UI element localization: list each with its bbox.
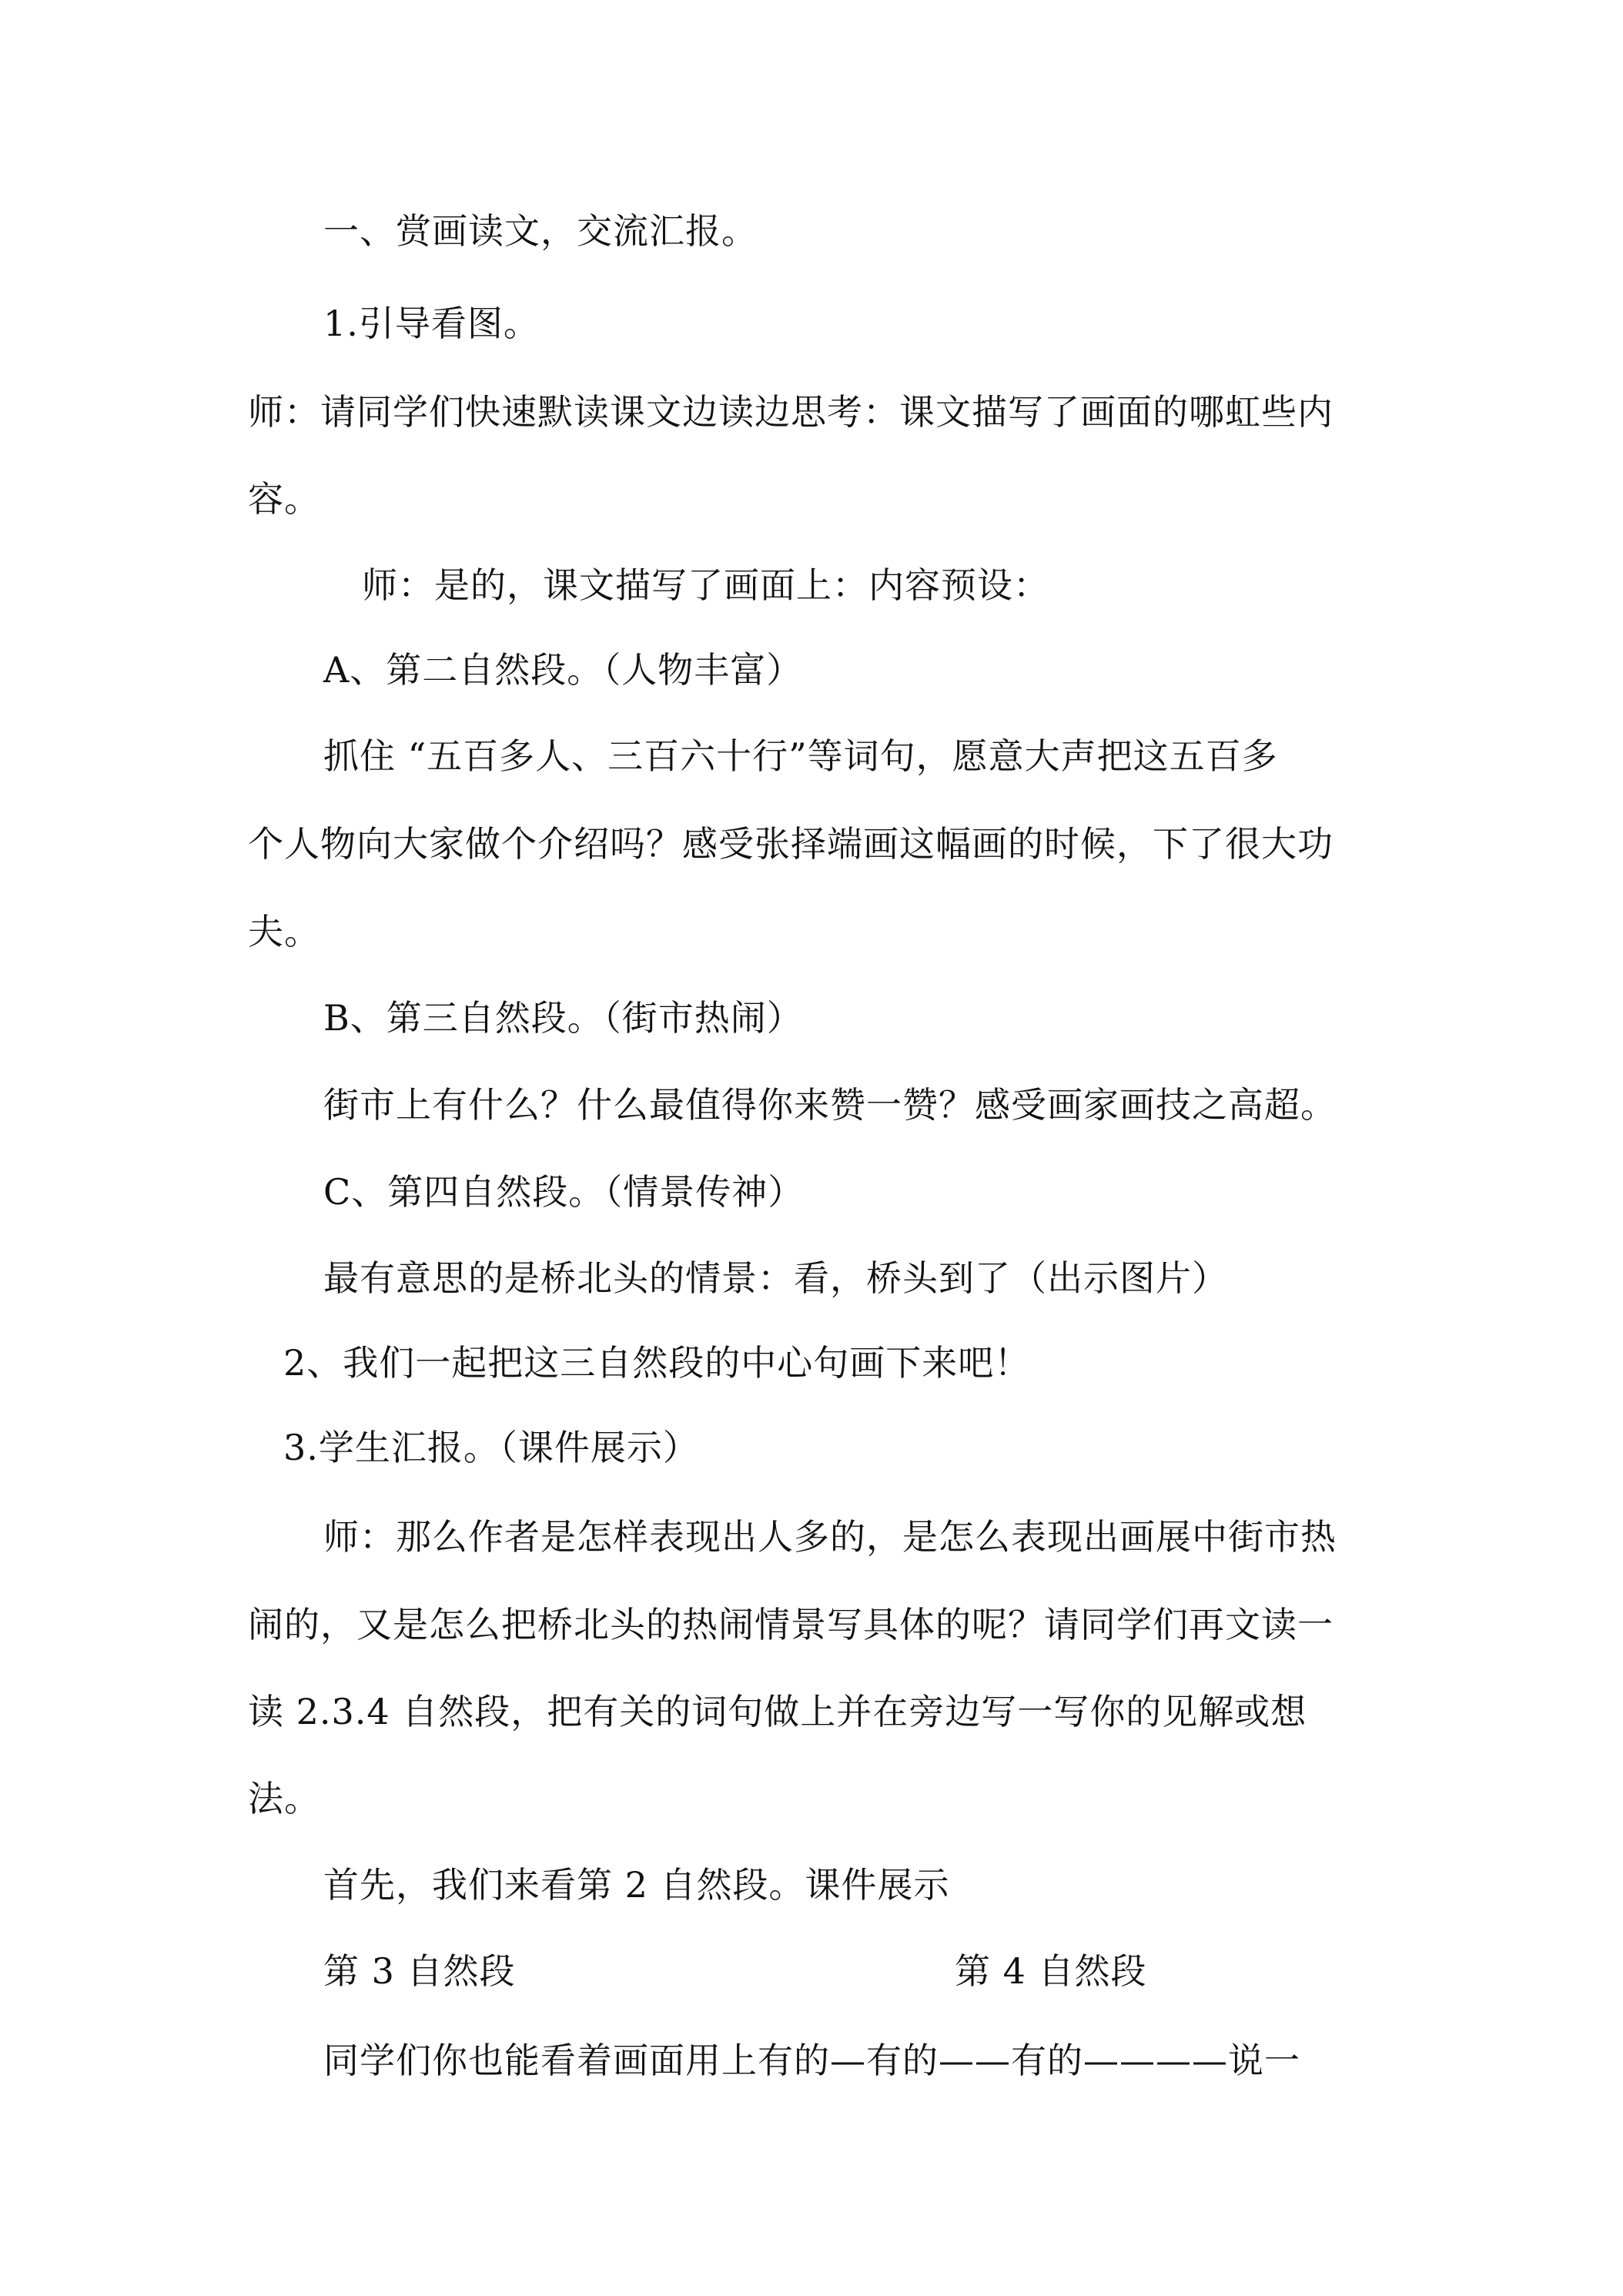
step-heading: 1.引导看图。 (323, 303, 540, 344)
step-heading: 3.学生汇报。（课件展示） (283, 1427, 699, 1468)
subsection-heading: B、第三自然段。（街市热闹） (323, 997, 803, 1039)
paragraph-line: 法。 (248, 1778, 320, 1819)
paragraph-line: 个人物向大家做个介绍吗？感受张择端画这幅画的时候，下了很大功 (248, 823, 1334, 865)
paragraph-line: 同学们你也能看着画面用上有的—有的——有的————说一 (323, 2040, 1300, 2081)
paragraph-columns-line (323, 1948, 1147, 1994)
paragraph-line: 抓住 “五百多人、三百六十行”等词句，愿意大声把这五百多 (323, 735, 1278, 777)
section-heading: 一、赏画读文，交流汇报。 (323, 210, 758, 252)
paragraph-line: 最有意思的是桥北头的情景：看，桥头到了（出示图片） (323, 1257, 1228, 1299)
paragraph-line: 师：是的，课文描写了画面上：内容预设： (362, 564, 1049, 606)
subsection-heading: C、第四自然段。（情景传神） (323, 1171, 805, 1213)
paragraph-line: 师：请同学们快速默读课文边读边思考：课文描写了画面的哪虹些内 (248, 391, 1334, 433)
paragraph-line: 夫。 (248, 911, 320, 952)
paragraph-line: 首先，我们来看第 2 自然段。课件展示 (323, 1864, 950, 1906)
subsection-heading: A、第二自然段。（人物丰富） (323, 649, 803, 691)
paragraph-line: 街市上有什么？什么最值得你来赞一赞？感受画家画技之高超。 (323, 1084, 1337, 1126)
column-left-label: 第 3 自然段 (323, 1950, 516, 1992)
paragraph-line: 容。 (248, 478, 320, 520)
paragraph-line: 师：那么作者是怎样表现出人多的，是怎么表现出画展中街市热 (323, 1516, 1337, 1558)
step-heading: 2、我们一起把这三自然段的中心句画下来吧！ (283, 1342, 1031, 1384)
paragraph-line: 读 2.3.4 自然段，把有关的词句做上并在旁边写一写你的见解或想 (248, 1691, 1307, 1732)
column-right-label: 第 4 自然段 (955, 1950, 1147, 1992)
paragraph-line: 闹的，又是怎么把桥北头的热闹情景写具体的呢？请同学们再文读一 (248, 1604, 1334, 1645)
